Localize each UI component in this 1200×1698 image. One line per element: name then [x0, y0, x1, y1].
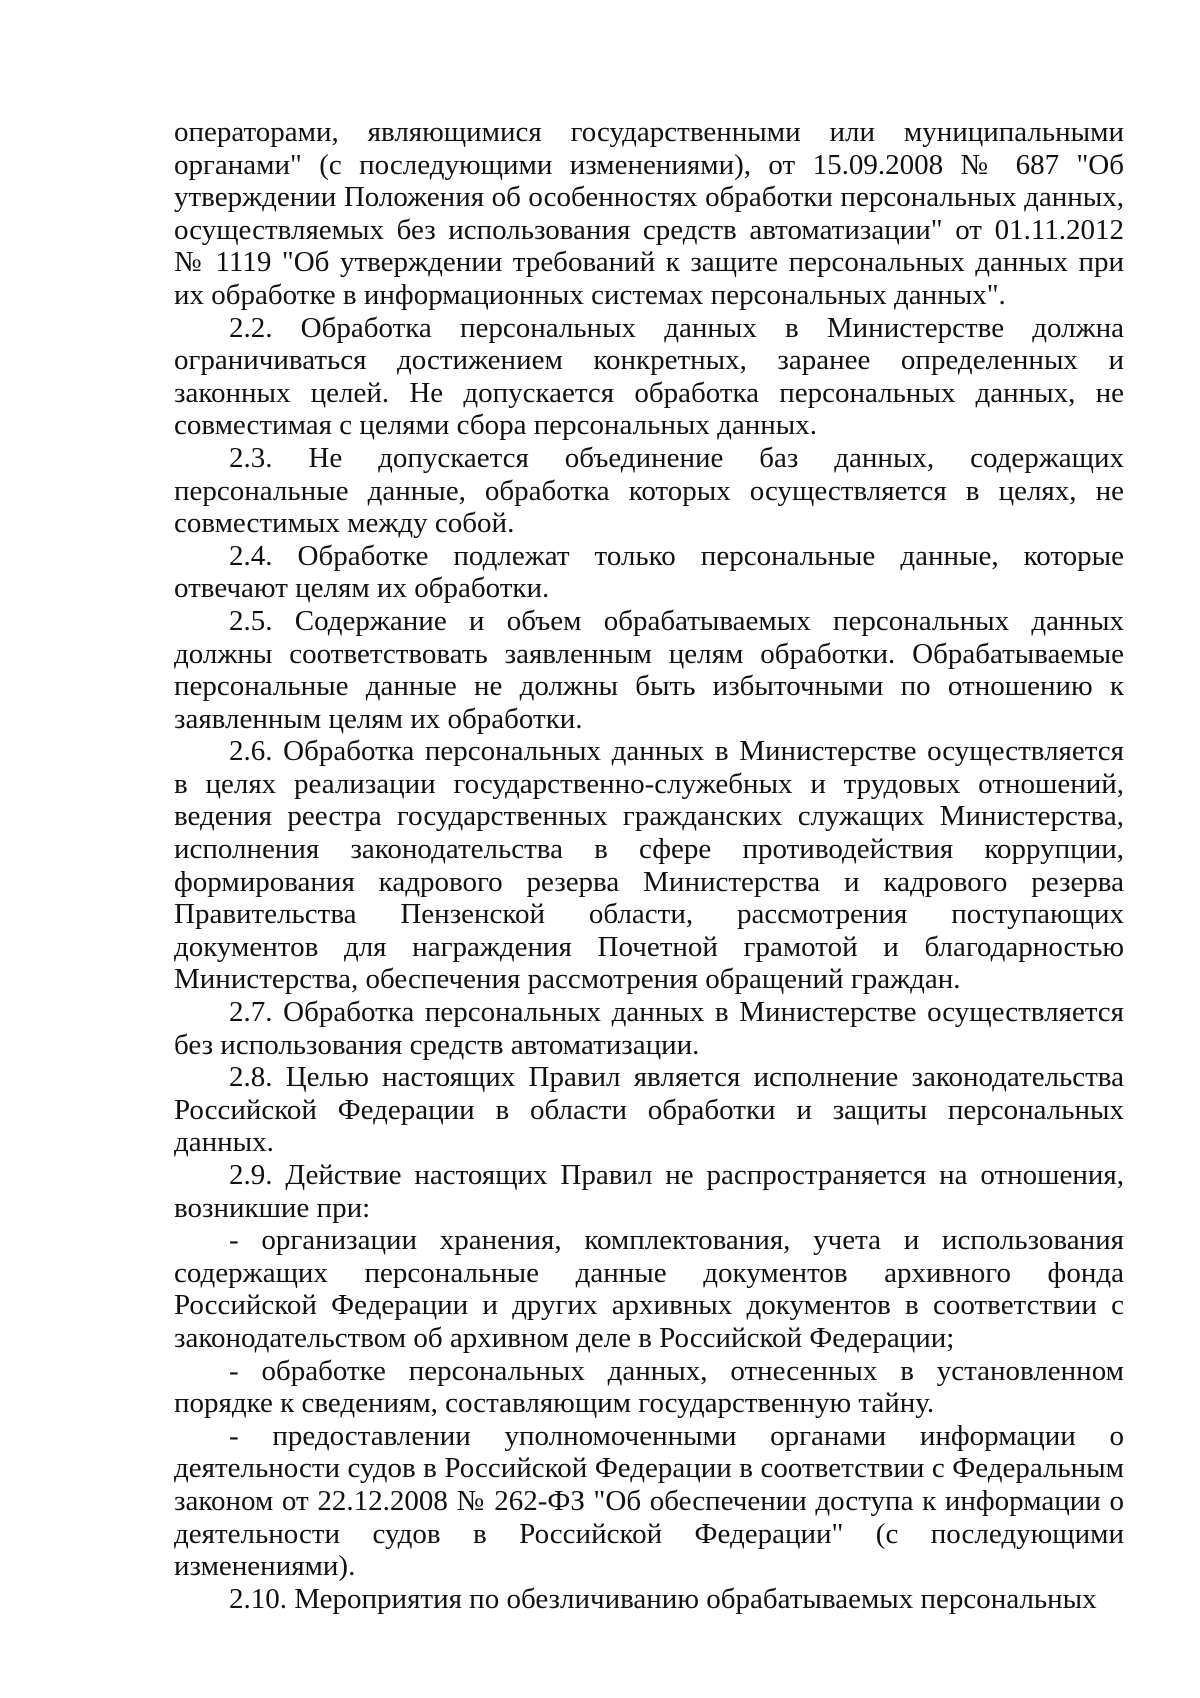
paragraph-2-7: 2.7. Обработка персональных данных в Министерстве осуществляется без использования средств автоматизации.	[174, 996, 1124, 1061]
paragraph-2-5: 2.5. Содержание и объем обрабатываемых персональных данных должны соответствовать заявленным целям обработки. Обрабатываемые персональные данные не должны быть избыточными по отношению к заявленным целям их обработки.	[174, 604, 1124, 735]
list-item-state-secret: - обработке персональных данных, отнесенных в установленном порядке к сведениям, составляющим государственную тайну.	[174, 1354, 1124, 1420]
paragraph-2-10: 2.10. Мероприятия по обезличиванию обрабатываемых персональных	[229, 1582, 1097, 1615]
paragraph-2-4: 2.4. Обработке подлежат только персональные данные, которые отвечают целям их обработки.	[174, 539, 1124, 605]
paragraph-2-3: 2.3. Не допускается объединение баз данных, содержащих персональные данные, обработка которых осуществляется в целях, не совместимых между собой.	[174, 441, 1124, 540]
list-item-archive: - организации хранения, комплектования, учета и использования содержащих персональные данные документов архивного фонда Российской Федерации и других архивных документов в соответствии с законодательством об архивном деле в Российской Федерации;	[174, 1224, 1124, 1354]
paragraph-2-6: 2.6. Обработка персональных данных в Министерстве осуществляется в целях реализации государственно-служебных и трудовых отношений, ведения реестра государственных гражданских служащих Министерства, исполнения законодательства в сфере противодействия коррупции, формирования кадрового резерва Министерства и кадрового резерва Правительства Пензенской области, рассмотрения поступающих документов для награждения Почетной грамотой и благодарностью Министерства, обеспечения рассмотрения обращений граждан.	[174, 735, 1124, 996]
paragraph-continuation: операторами, являющимися государственными или муниципальными органами" (с последующими изменениями), от 15.09.2008 № 687 "Об утверждении Положения об особенностях обработки персональных данных, осуществляемых без использования средств автоматизации" от 01.11.2012 № 1119 "Об утверждении требований к защите персональных данных при их обработке в информационных системах персональных данных".	[174, 116, 1124, 311]
paragraph-2-9: 2.9. Действие настоящих Правил не распространяется на отношения, возникшие при:	[174, 1159, 1124, 1224]
paragraph-2-2: 2.2. Обработка персональных данных в Министерстве должна ограничиваться достижением конкретных, заранее определенных и законных целей. Не допускается обработка персональных данных, не совместимая с целями сбора персональных данных.	[174, 311, 1124, 442]
document-page	[174, 116, 1124, 1615]
paragraph-2-8: 2.8. Целью настоящих Правил является исполнение законодательства Российской Федерации в области обработки и защиты персональных данных.	[174, 1061, 1124, 1159]
list-item-courts-info: - предоставлении уполномоченными органами информации о деятельности судов в Российской Федерации в соответствии с Федеральным законом от 22.12.2008 № 262-ФЗ "Об обеспечении доступа к информации о деятельности судов в Российской Федерации" (с последующими изменениями).	[174, 1419, 1124, 1583]
